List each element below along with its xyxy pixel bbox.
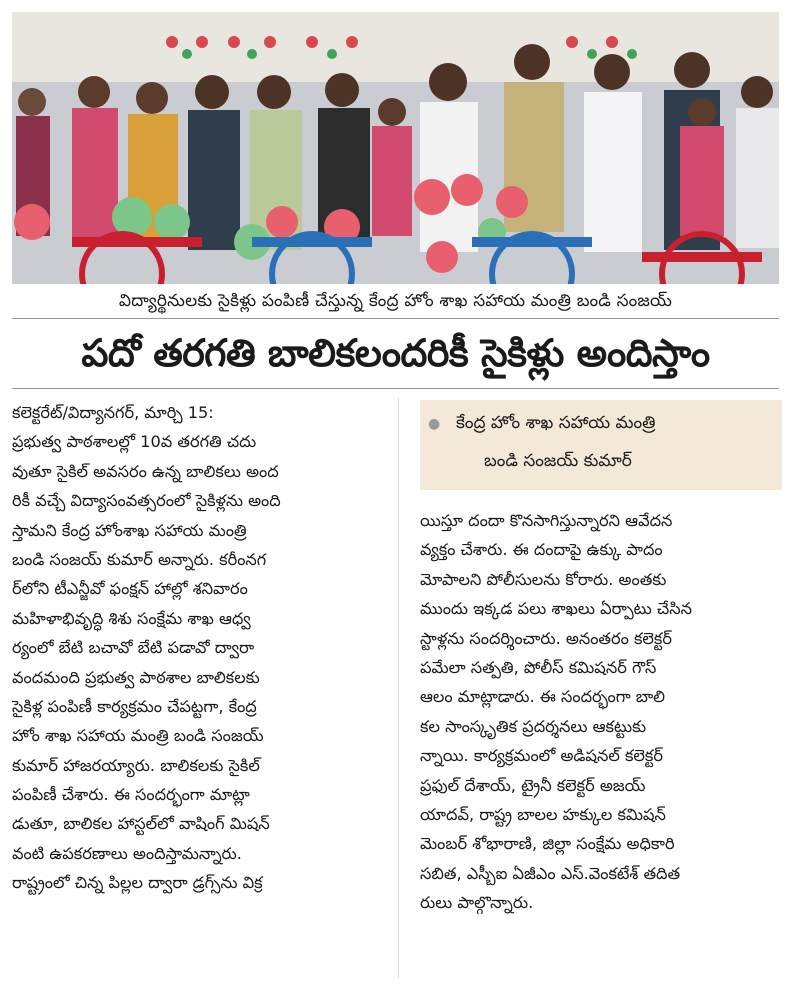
text-line: వంటి ఉపకరణాలు అందిస్తామన్నారు.	[12, 843, 242, 863]
text-line: మోపాలని పోలీసులను కోరారు. అంతకు	[420, 569, 667, 589]
article-column-1	[12, 398, 384, 898]
text-line: ర్‌లోని టీఎన్జీవో ఫంక్షన్ హాల్లో శనివారం	[12, 579, 248, 599]
text-line: కుమార్ హాజరయ్యారు. బాలికలకు సైకిల్	[12, 755, 260, 775]
text-line: న్నాయి. కార్యక్రమంలో అడిషనల్ కలెక్టర్	[420, 746, 663, 766]
photo-image	[12, 12, 779, 284]
article-column-2	[420, 506, 782, 917]
text-line: కలెక్టరేట్/విద్యానగర్, మార్చి 15:	[12, 403, 214, 422]
text-line: మెంబర్ శోభారాణి, జిల్లా సంక్షేమ అధికారి	[420, 834, 675, 854]
bullet-icon: ●	[428, 416, 441, 432]
text-line: యాదవ్, రాష్ట్ర బాలల హక్కుల కమిషన్	[420, 804, 666, 824]
text-line: కల సాంస్కృతిక ప్రదర్శనలు ఆకట్టుకు	[420, 716, 647, 736]
news-photo	[12, 12, 779, 284]
headline: పదో తరగతి బాలికలందరికీ సైకిళ్లు అందిస్తాం	[81, 331, 710, 375]
column-divider	[398, 398, 399, 978]
text-line: వ్యక్తం చేశారు. ఈ దందాపై ఉక్కు పాదం	[420, 540, 663, 560]
text-line: బండి సంజయ్ కుమార్ అన్నారు. కరీంనగ	[12, 549, 267, 569]
text-line: పంపిణీ చేశారు. ఈ సందర్భంగా మాట్లా	[12, 785, 250, 805]
info-box	[420, 400, 782, 490]
text-line: స్తామని కేంద్ర హోంశాఖ సహాయ మంత్రి	[12, 520, 247, 540]
caption-rule	[12, 318, 779, 319]
text-line: యిస్తూ దందా కొనసాగిస్తున్నారని ఆవేదన	[420, 511, 673, 530]
text-line: ప్రఫుల్ దేశాయ్, ట్రైనీ కలెక్టర్ అజయ్	[420, 775, 646, 795]
photo-caption: విద్యార్థినులకు సైకిళ్లు పంపిణీ చేస్తున్న కేంద్ర హోం శాఖ సహాయ మంత్రి బండి సంజయ్	[118, 291, 673, 311]
text-line: వందమంది ప్రభుత్వ పాఠశాల బాలికలకు	[12, 667, 260, 687]
text-line: వుతూ సైకిల్ అవసరం ఉన్న బాలికలు అంద	[12, 461, 279, 481]
text-line: సబిత, ఎస్బీఐ ఏజీఎం ఎస్.వెంకటేశ్ తదిత	[420, 863, 681, 883]
text-line: రాష్ట్రంలో చిన్న పిల్లల ద్వారా డ్రగ్స్‌ను విక్ర	[12, 873, 263, 893]
text-line: రికీ వచ్చే విద్యాసంవత్సరంలో సైకిళ్లను అంది	[12, 491, 281, 511]
text-line: డుతూ, బాలికల హాస్టల్‌లో వాషింగ్ మిషన్	[12, 814, 270, 834]
text-line: ఆలం మాట్లాడారు. ఈ సందర్భంగా బాలి	[420, 687, 666, 707]
text-line: మహిళాభివృద్ధి శిశు సంక్షేమ శాఖ ఆధ్వ	[12, 608, 251, 628]
text-line: ముందు ఇక్కడ పలు శాఖలు ఏర్పాటు చేసిన	[420, 599, 692, 619]
text-line: పమేలా సత్పతి, పోలీస్ కమిషనర్ గౌస్	[420, 657, 657, 677]
text-line: స్టాళ్లను సందర్శించారు. అనంతరం కలెక్టర్	[420, 628, 672, 648]
info-box-line-1: కేంద్ర హోం శాఖ సహాయ మంత్రి	[456, 413, 656, 433]
text-line: హోం శాఖ సహాయ మంత్రి బండి సంజయ్	[12, 726, 264, 746]
text-line: రులు పాల్గొన్నారు.	[420, 893, 534, 913]
text-line: సైకిళ్ల పంపిణీ కార్యక్రమం చేపట్టగా, కేంద్ర	[12, 696, 257, 716]
text-line: ప్రభుత్వ పాఠశాలల్లో 10వ తరగతి చదు	[12, 432, 257, 452]
info-box-line-2: బండి సంజయ్ కుమార్	[484, 451, 632, 471]
headline-rule	[12, 388, 779, 389]
text-line: ర్యంలో బేటి బచావో బేటి పడావో ద్వారా	[12, 638, 255, 658]
